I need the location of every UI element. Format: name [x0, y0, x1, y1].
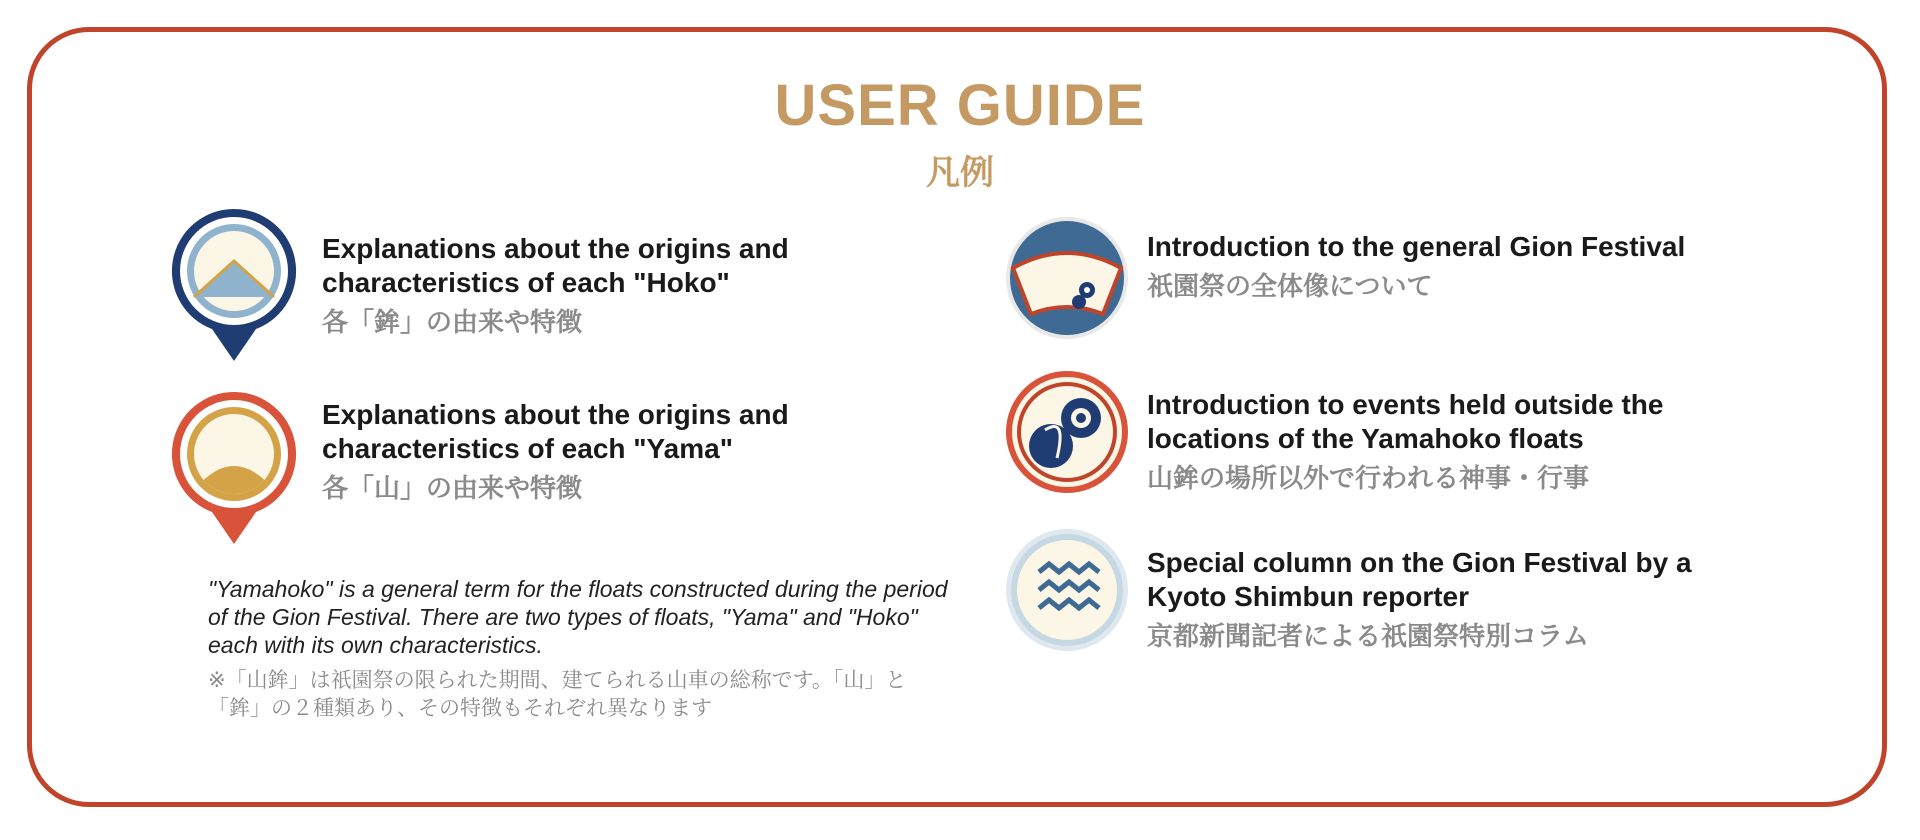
legend-text — [1147, 388, 1747, 496]
legend-ja: 各「山」の由来や特徴 — [322, 473, 583, 503]
legend-en: Introduction to the general Gion Festival — [1147, 231, 1686, 262]
legend-ja: 山鉾の場所以外で行われる神事・行事 — [1147, 463, 1590, 493]
page-subtitle: 凡例 — [926, 154, 994, 192]
note-ja: ※「山鉾」は祇園祭の限られた期間、建てられる山車の総称です。「山」と「鉾」の２種類あり、その特徴もそれぞれ異なります — [208, 669, 907, 720]
legend-text — [322, 398, 882, 506]
crest-icon — [1005, 370, 1129, 499]
legend-en: Explanations about the origins and characteristics of each "Yama" — [322, 399, 789, 464]
note-en: "Yamahoko" is a general term for the floats constructed during the period of the Gion Festival. There are two types of floats, "Yama" and "Hoko" each with its own characteristics. — [208, 576, 948, 658]
fan-icon — [1005, 216, 1129, 345]
yama-pin-icon — [168, 388, 300, 553]
legend-en: Special column on the Gion Festival by a Kyoto Shimbun reporter — [1147, 547, 1692, 612]
legend-ja: 各「鉾」の由来や特徴 — [322, 307, 583, 337]
legend-text — [322, 232, 882, 340]
hoko-pin-icon — [168, 205, 300, 370]
legend-en: Explanations about the origins and characteristics of each "Hoko" — [322, 233, 789, 298]
legend-text — [1147, 230, 1747, 304]
legend-en: Introduction to events held outside the locations of the Yamahoko floats — [1147, 389, 1664, 454]
legend-ja: 京都新聞記者による祇園祭特別コラム — [1147, 621, 1589, 651]
yamahoko-note — [208, 575, 948, 723]
legend-ja: 祇園祭の全体像について — [1147, 271, 1433, 301]
legend-text — [1147, 546, 1747, 654]
waves-icon — [1005, 528, 1129, 657]
page-title: USER GUIDE — [774, 73, 1146, 138]
